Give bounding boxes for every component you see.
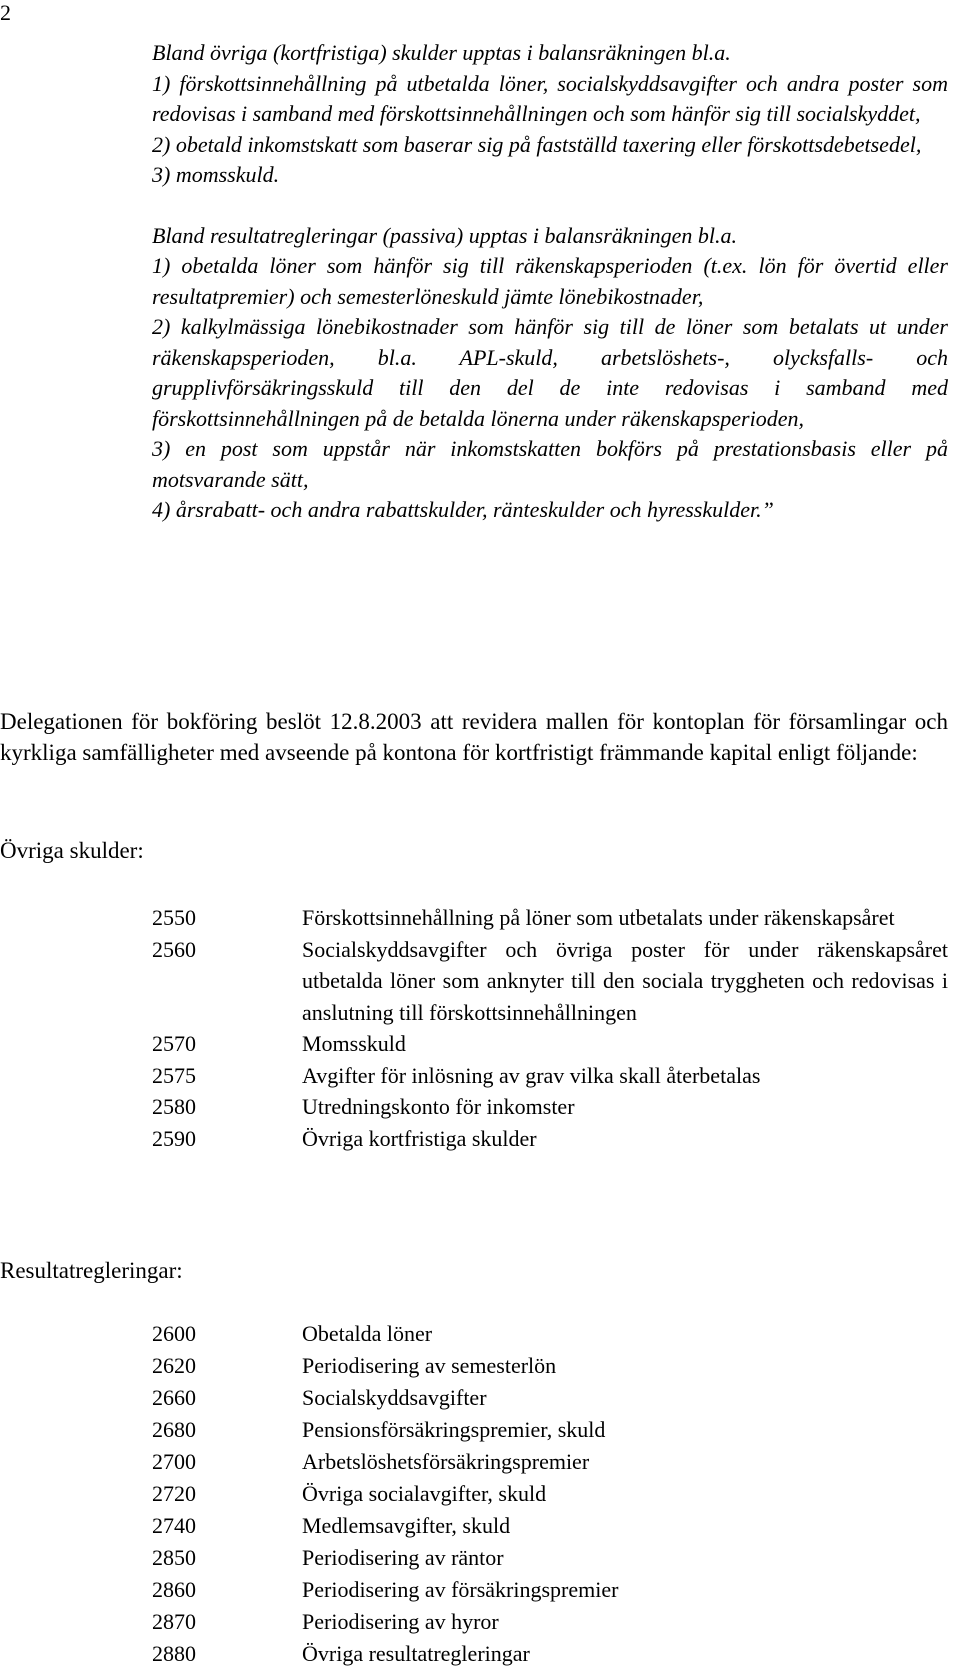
account-row [152, 1028, 948, 1060]
account-description: Utredningskonto för inkomster [302, 1094, 575, 1119]
account-row [152, 1478, 948, 1510]
account-description: Arbetslöshetsförsäkringspremier [302, 1449, 590, 1474]
account-number: 2590 [152, 1125, 196, 1151]
ovriga-accounts-list [152, 902, 948, 1154]
account-number: 2580 [152, 1094, 196, 1119]
account-number: 2720 [152, 1481, 196, 1506]
account-description: Obetalda löner [302, 1321, 433, 1346]
account-description: Avgifter för inlösning av grav vilka skall återbetalas [302, 1062, 761, 1088]
resultat-accounts-list [152, 1318, 948, 1670]
account-description: Övriga kortfristiga skulder [302, 1125, 537, 1151]
heading-resultatregleringar: Resultatregleringar: [0, 1258, 183, 1283]
account-number: 2660 [152, 1385, 196, 1410]
account-row [152, 1574, 948, 1606]
account-description: Periodisering av hyror [302, 1609, 499, 1634]
account-description: Övriga resultatregleringar [302, 1641, 530, 1666]
account-description: Socialskyddsavgifter och övriga poster för under räkenskapsåret utbetalda löner som anknyter till den sociala tryggheten och redovisas i anslutning till förskottsinnehållningen [302, 936, 948, 1025]
account-description: Momsskuld [302, 1031, 406, 1056]
account-number: 2620 [152, 1353, 196, 1378]
quote-item: 4) årsrabatt- och andra rabattskulder, ränteskulder och hyresskulder.” [152, 497, 774, 522]
account-description: Övriga socialavgifter, skuld [302, 1481, 547, 1506]
account-row [152, 1091, 948, 1123]
heading-ovriga-skulder: Övriga skulder: [0, 838, 144, 863]
account-row [152, 1446, 948, 1478]
account-row [152, 934, 948, 1029]
account-number: 2575 [152, 1062, 196, 1088]
account-row [152, 902, 948, 934]
account-number: 2600 [152, 1321, 196, 1346]
decision-paragraph: Delegationen för bokföring beslöt 12.8.2003 att revidera mallen för kontoplan för församlingar och kyrkliga samfälligheter med avseende på kontona för kortfristigt främmande kapital enligt följande: [0, 709, 948, 765]
quoted-regulation [152, 38, 948, 526]
quote-item: 3) momsskuld. [152, 162, 280, 187]
quote-item: 3) en post som uppstår när inkomstskatten bokförs på prestationsbasis eller på motsvarande sätt, [152, 436, 948, 492]
account-number: 2550 [152, 905, 196, 930]
quote-intro-ovriga: Bland övriga (kortfristiga) skulder upptas i balansräkningen bl.a. [152, 40, 731, 65]
quote-item: 1) obetalda löner som hänför sig till räkenskapsperioden (t.ex. lön för övertid eller resultatpremier) och semesterlöneskuld jämte lönebikostnader, [152, 253, 948, 309]
account-description: Pensionsförsäkringspremier, skuld [302, 1417, 606, 1442]
account-row [152, 1060, 948, 1092]
quote-item: 1) förskottsinnehållning på utbetalda löner, socialskyddsavgifter och andra poster som redovisas i samband med förskottsinnehållningen och som hänför sig till socialskyddet, [152, 70, 948, 126]
account-number: 2870 [152, 1609, 196, 1634]
account-number: 2680 [152, 1417, 196, 1442]
account-description: Periodisering av räntor [302, 1545, 504, 1570]
account-row [152, 1606, 948, 1638]
account-number: 2850 [152, 1545, 196, 1570]
account-number: 2570 [152, 1031, 196, 1056]
quote-intro-resultat: Bland resultatregleringar (passiva) upptas i balansräkningen bl.a. [152, 222, 738, 248]
quote-item: 2) obetald inkomstskatt som baserar sig på fastställd taxering eller förskottsdebetsedel, [152, 131, 922, 157]
paragraph-gap [152, 191, 948, 221]
account-row [152, 1542, 948, 1574]
account-number: 2880 [152, 1641, 196, 1666]
account-number: 2700 [152, 1449, 196, 1474]
account-description: Socialskyddsavgifter [302, 1385, 487, 1410]
account-row [152, 1638, 948, 1670]
account-number: 2860 [152, 1577, 196, 1602]
page-number: 2 [0, 0, 11, 25]
account-description: Medlemsavgifter, skuld [302, 1513, 511, 1538]
account-number: 2740 [152, 1513, 196, 1538]
quote-item: 2) kalkylmässiga lönebikostnader som hänför sig till de löner som betalats ut under räkenskapsperioden, bl.a. APL-skuld, arbetslöshets-, olycksfalls- och grupplivförsäkringsskuld till den del de inte redovisas i samband med förskottsinnehållningen på de betalda lönerna under räkenskapsperioden, [152, 314, 948, 431]
account-row [152, 1510, 948, 1542]
account-row [152, 1350, 948, 1382]
account-number: 2560 [152, 936, 196, 962]
account-description: Periodisering av semesterlön [302, 1353, 557, 1378]
account-row [152, 1382, 948, 1414]
account-description: Förskottsinnehållning på löner som utbetalats under räkenskapsåret [302, 905, 895, 930]
account-row [152, 1414, 948, 1446]
account-row [152, 1123, 948, 1155]
account-row [152, 1318, 948, 1350]
account-description: Periodisering av försäkringspremier [302, 1577, 619, 1602]
